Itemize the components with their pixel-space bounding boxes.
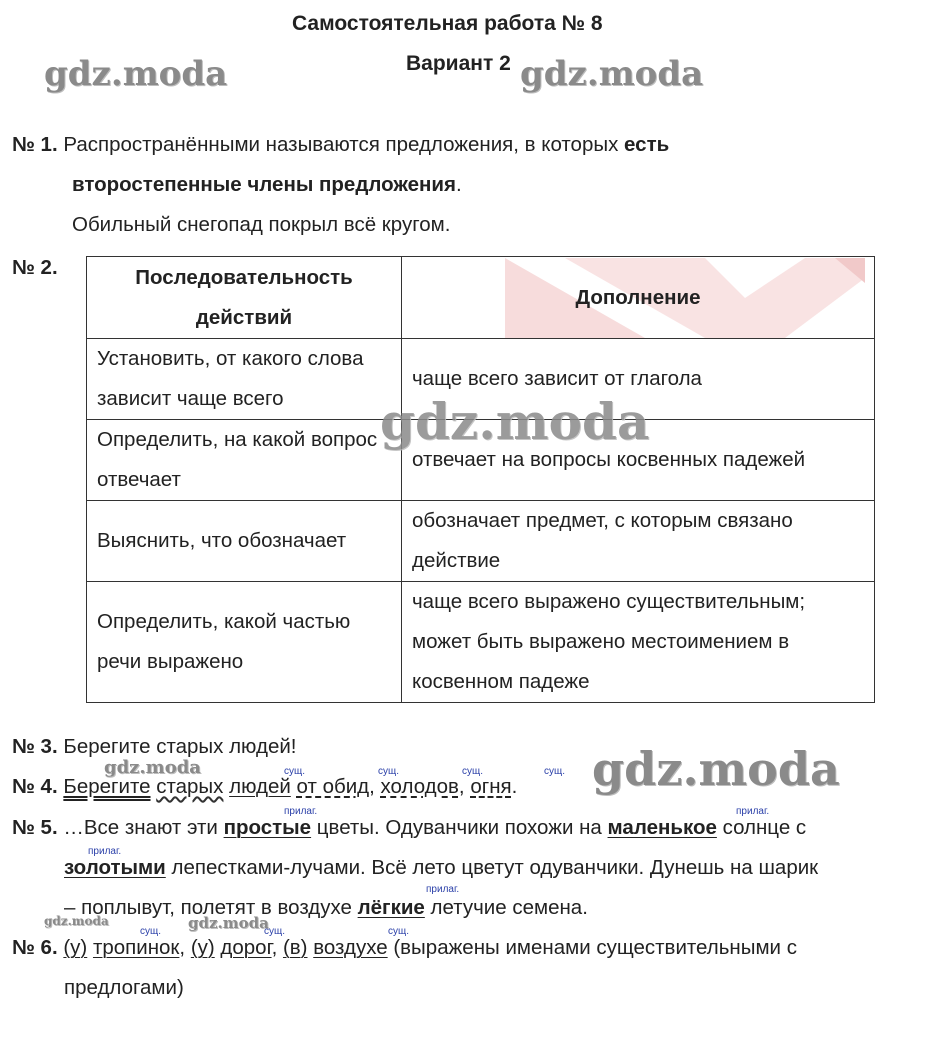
pos-tag: прилаг. <box>284 806 318 817</box>
punct: , <box>458 775 465 798</box>
adjective: простые <box>223 816 312 839</box>
column-header: Дополнение <box>402 257 875 339</box>
task5-line2 <box>64 856 818 880</box>
task1-bold: есть <box>624 133 670 156</box>
task-number: № 1. <box>12 133 58 156</box>
object: от обид <box>296 775 370 798</box>
noun: дорог <box>220 936 272 959</box>
table-cell: чаще всего зависит от глагола <box>402 339 875 420</box>
table-cell: обозначает предмет, с которым связано действие <box>402 501 875 582</box>
object: огня <box>470 775 512 798</box>
table-cell: Определить, какой частью речи выражено <box>87 582 402 703</box>
pos-tag: сущ. <box>140 926 162 937</box>
pos-tag: сущ. <box>388 926 410 937</box>
noun: тропинок <box>92 936 180 959</box>
object: холодов <box>380 775 459 798</box>
task5-text: лепестками-лучами. Всё лето цветут одуванчики. Дунешь на шарик <box>171 856 819 879</box>
task1-text: Распространёнными называются предложения, в которых <box>63 133 619 156</box>
pos-tag: прилаг. <box>426 884 460 895</box>
task5-line1 <box>12 816 806 840</box>
table-cell: Определить, на какой вопрос отвечает <box>87 420 402 501</box>
adjective: лёгкие <box>357 896 425 919</box>
task-number: № 4. <box>12 775 58 798</box>
preposition: (у) <box>63 936 88 959</box>
task5-line3 <box>64 896 588 920</box>
watermark: gdz.moda <box>104 757 201 778</box>
table-cell: Установить, от какого слова зависит чаще всего <box>87 339 402 420</box>
task5-text: солнце с <box>722 816 807 839</box>
task6-line1 <box>12 936 797 960</box>
predicate: Берегите <box>63 775 151 798</box>
punct: . <box>455 173 462 196</box>
task5-text: летучие семена. <box>430 896 588 919</box>
table-cell: Выяснить, что обозначает <box>87 501 402 582</box>
task6-line2: предлогами) <box>64 976 184 999</box>
task6-text: (выражены именами существительными с <box>393 936 797 959</box>
task-number: № 2. <box>12 256 58 279</box>
table-row <box>87 501 875 582</box>
pos-tag: сущ. <box>462 766 484 777</box>
task5-text: – поплывут, полетят в воздухе <box>64 896 352 919</box>
table-cell: отвечает на вопросы косвенных падежей <box>402 420 875 501</box>
task1-line1 <box>12 133 669 157</box>
task5-text: цветы. Одуванчики похожи на <box>316 816 602 839</box>
column-header: Последовательность действий <box>87 257 402 339</box>
pos-tag: прилаг. <box>736 806 770 817</box>
watermark: gdz.moda <box>44 914 109 928</box>
adjective: маленькое <box>607 816 717 839</box>
preposition: (у) <box>190 936 215 959</box>
table-cell: чаще всего выражено существительным; может быть выражено местоимением в косвенном падеже <box>402 582 875 703</box>
watermark: gdz.moda <box>44 54 228 94</box>
task1-example: Обильный снегопад покрыл всё кругом. <box>72 213 451 236</box>
punct: , <box>369 775 375 798</box>
pos-tag: сущ. <box>284 766 306 777</box>
watermark: gdz.moda <box>592 742 840 796</box>
noun: воздухе <box>313 936 388 959</box>
punct: . <box>511 775 518 798</box>
table-row <box>87 582 875 703</box>
watermark: gdz.moda <box>520 54 704 94</box>
pos-tag: прилаг. <box>88 846 122 857</box>
adjective: золотыми <box>64 856 166 879</box>
preposition: (в) <box>282 936 308 959</box>
task3-line <box>12 735 297 759</box>
task4-line <box>12 775 517 799</box>
task2-table <box>86 256 875 703</box>
table-header-row <box>87 257 875 339</box>
punct: , <box>271 936 278 959</box>
task1-bold: второстепенные члены предложения <box>72 173 456 196</box>
task-number: № 3. <box>12 735 58 758</box>
variant-label: Вариант 2 <box>406 52 511 75</box>
task1-line2 <box>72 173 462 197</box>
watermark: gdz.moda <box>380 392 650 451</box>
pos-tag: сущ. <box>264 926 286 937</box>
page-title: Самостоятельная работа № 8 <box>292 12 603 35</box>
pos-tag: сущ. <box>378 766 400 777</box>
task-number: № 6. <box>12 936 58 959</box>
punct: , <box>179 936 186 959</box>
object: людей <box>229 775 291 798</box>
task-number: № 5. <box>12 816 58 839</box>
pos-tag: сущ. <box>544 766 566 777</box>
task3-text: Берегите старых людей! <box>63 735 297 758</box>
task5-text: …Все знают эти <box>63 816 218 839</box>
attribute: старых <box>156 775 224 798</box>
watermark: gdz.moda <box>188 914 269 932</box>
